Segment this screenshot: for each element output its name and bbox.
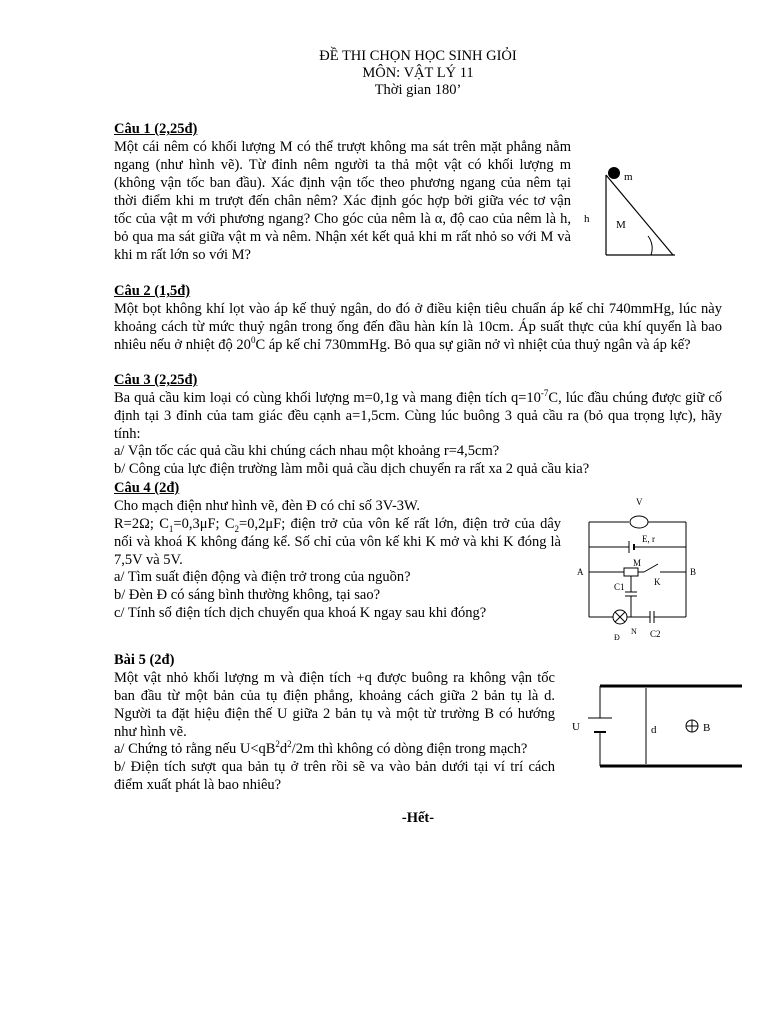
label-m: m <box>624 171 633 183</box>
question-4-params: R=2Ω; $C_1=0,3\mu F$; $C_2=0,2\mu F$; điện trở của vôn kế rất lớn, điện trở của dây nối và khoá K không đáng kể. Số chỉ của vôn kế khi K mở và khi K đóng là 7,5V và 5V. <box>114 516 562 568</box>
label-U: U <box>572 721 580 733</box>
circuit-figure <box>574 492 704 642</box>
time-line: Thời gian 180’ <box>374 82 462 98</box>
label-C2: C2 <box>650 629 661 639</box>
label-V: V <box>636 497 643 507</box>
label-N: N <box>631 627 637 636</box>
question-3-part-b: b/ Công của lực điện trường làm mỗi quả cầu dịch chuyển ra rất xa 2 quả cầu kia? <box>114 461 590 477</box>
label-B-field: B <box>703 722 711 734</box>
question-5-part-b: b/ Điện tích sượt qua bản tụ ở trên rồi sẽ va vào bản dưới tại ví trí cách điểm xuất phát là bao nhiêu? <box>114 759 555 793</box>
label-C1: C1 <box>614 582 625 592</box>
question-3-text: Ba quả cầu kim loại có cùng khối lượng m=0,1g và mang điện tích $q=10^{-7}C$, lúc đầu chúng được giữ cố định tại 3 đỉnh của tam giác đều cạnh a=1,5cm. Cùng lúc buông 3 quả cầu ra (bỏ qua trọng lực), hãy tính: <box>114 388 722 442</box>
label-d: d <box>651 724 657 736</box>
question-4-title: Câu 4 (2đ) <box>114 480 180 496</box>
question-1-text: Một cái nêm có khối lượng M có thể trượt không ma sát trên mặt phẳng nằm ngang (như hình vẽ). Từ đỉnh nêm người ta thả một vật có khối lượng m (không vận tốc ban đầu). Xác định vận tốc theo phương ngang của nêm tại thời điểm khi m trượt đến chân nêm? Xác định góc hợp bởi giữa véc tơ vận tốc của vật m với phương ngang? Cho góc của nêm là α, độ cao của nêm là h, bỏ qua ma sát giữa vật m và nêm. Nhận xét kết quả khi m rất nhỏ so với M và khi m rất lớn so với M? <box>114 139 571 263</box>
question-4-part-b: b/ Đèn Đ có sáng bình thường không, tại sao? <box>114 587 381 603</box>
question-4-part-c: c/ Tính số điện tích dịch chuyển qua khoá K ngay sau khi đóng? <box>114 605 487 621</box>
question-2-text: Một bọt không khí lọt vào áp kế thuỷ ngân, do đó ở điều kiện tiêu chuẩn áp kế chỉ 740mmHg, lúc này khoảng cách từ mức thuỷ ngân trong ống đến đầu hàn kín là 10cm. Áp suất thực của khí quyển là bao nhiêu nếu ở nhiệt độ $20^0C$ áp kế chỉ 730mmHg. Bỏ qua sự giãn nở vì nhiệt của thuỷ ngân và áp kế? <box>114 301 722 353</box>
label-M-node: M <box>633 558 642 568</box>
question-2-title: Câu 2 (1,5đ) <box>114 283 191 299</box>
label-B: B <box>690 567 697 577</box>
capacitor-figure <box>566 678 746 774</box>
question-5-part-a: a/ Chứng tỏ rằng nếu $U<qB^2d^2/2m$ thì không có dòng điện trong mạch? <box>114 739 528 757</box>
question-3-title: Câu 3 (2,25đ) <box>114 372 198 388</box>
angle-arc <box>648 236 652 255</box>
question-5-text: Một vật nhỏ khối lượng m và điện tích +q được buông ra không vận tốc ban đầu từ một bản của tụ điện phẳng, khoảng cách giữa 2 bản tụ là d. Người ta đặt hiệu điện thế U giữa 2 bản tụ và một từ trường B có hướng như hình vẽ. <box>114 670 555 740</box>
question-5-title: Bài 5 (2đ) <box>114 652 175 668</box>
exam-title: ĐỀ THI CHỌN HỌC SINH GIỎI <box>319 48 517 64</box>
question-4-part-a: a/ Tìm suất điện động và điện trở trong của nguồn? <box>114 569 411 585</box>
block-m <box>608 167 620 179</box>
subject-line: MÔN: VẬT LÝ 11 <box>362 65 474 81</box>
label-D: Đ <box>614 633 620 642</box>
label-M: M <box>616 219 626 231</box>
question-1-title: Câu 1 (2,25đ) <box>114 121 198 137</box>
end-marker: -Hết- <box>401 810 435 826</box>
label-A: A <box>577 567 584 577</box>
wedge-slope <box>606 175 673 255</box>
label-K: K <box>654 577 661 587</box>
question-4-line1: Cho mạch điện như hình vẽ, đèn Đ có chỉ số 3V-3W. <box>114 498 421 514</box>
wedge-figure <box>578 160 678 260</box>
label-h: h <box>584 213 590 225</box>
question-3-part-a: a/ Vận tốc các quả cầu khi chúng cách nhau một khoảng r=4,5cm? <box>114 443 500 459</box>
label-E: E, r <box>642 534 655 544</box>
